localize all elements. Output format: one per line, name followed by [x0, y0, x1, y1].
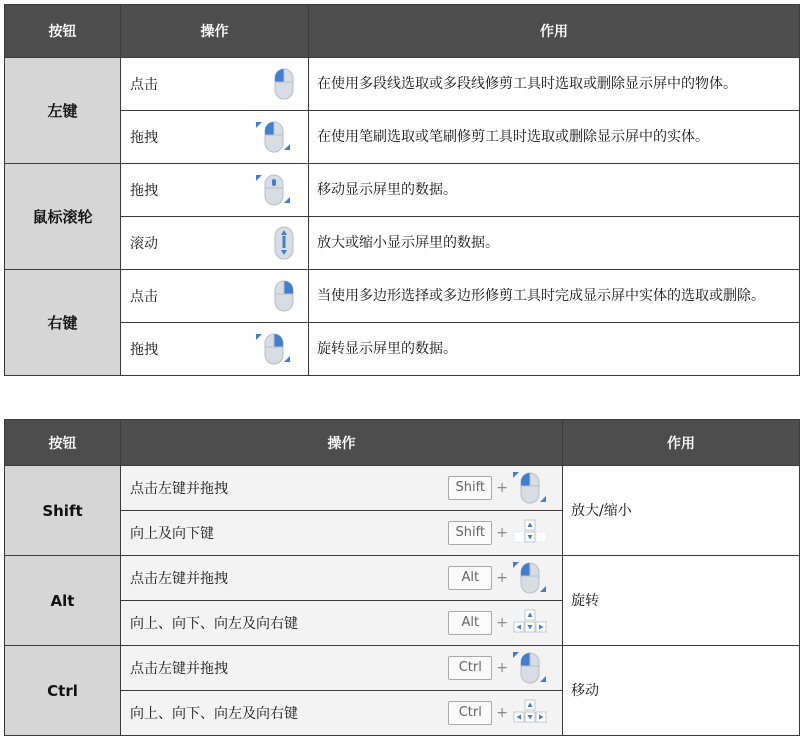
keyboard-mouse-combo-table — [4, 419, 800, 736]
mouse-right-drag-icon — [254, 332, 294, 366]
plus-sign: + — [496, 570, 508, 586]
header-operation: 操作 — [121, 420, 563, 466]
header-button: 按钮 — [5, 5, 121, 58]
operation-label: 拖拽 — [130, 130, 158, 146]
alt-key-icon: Alt — [448, 611, 492, 635]
button-wheel: 鼠标滚轮 — [5, 164, 121, 270]
table-row — [5, 556, 800, 601]
operation-cell — [121, 164, 309, 217]
ctrl-key-icon: Ctrl — [448, 656, 492, 680]
shortcut-combo — [448, 698, 548, 728]
mouse-left-drag-icon — [512, 561, 548, 595]
effect-cell: 旋转 — [563, 556, 800, 646]
operation-label: 拖拽 — [130, 342, 158, 358]
effect-cell: 当使用多边形选择或多边形修剪工具时完成显示屏中实体的选取或删除。 — [309, 270, 800, 323]
mouse-right-click-icon — [274, 280, 294, 312]
table-row — [5, 58, 800, 111]
operation-cell — [121, 556, 563, 601]
effect-cell: 移动显示屏里的数据。 — [309, 164, 800, 217]
mouse-left-drag-icon — [512, 651, 548, 685]
operation-label: 向上及向下键 — [130, 526, 214, 542]
mouse-left-drag-icon — [512, 471, 548, 505]
operation-cell — [121, 58, 309, 111]
operation-label: 点击 — [130, 77, 158, 93]
operation-cell — [121, 601, 563, 646]
header-effect: 作用 — [309, 5, 800, 58]
header-operation: 操作 — [121, 5, 309, 58]
effect-cell: 放大或缩小显示屏里的数据。 — [309, 217, 800, 270]
arrow-keys-all-icon — [512, 608, 548, 638]
mouse-left-click-icon — [274, 68, 294, 100]
table-row — [5, 217, 800, 270]
operation-label: 向上、向下、向左及向右键 — [130, 616, 298, 632]
arrow-keys-all-icon — [512, 698, 548, 728]
shortcut-combo — [448, 651, 548, 685]
operation-cell — [121, 646, 563, 691]
alt-key-icon: Alt — [448, 566, 492, 590]
operation-label: 点击左键并拖拽 — [130, 481, 228, 497]
effect-cell: 旋转显示屏里的数据。 — [309, 323, 800, 376]
operation-label: 滚动 — [130, 236, 158, 252]
operation-label: 点击 — [130, 289, 158, 305]
operation-cell — [121, 691, 563, 736]
button-right: 右键 — [5, 270, 121, 376]
mouse-wheel-drag-icon — [254, 173, 294, 207]
header-button: 按钮 — [5, 420, 121, 466]
table-row — [5, 111, 800, 164]
operation-cell — [121, 270, 309, 323]
table-header-row — [5, 420, 800, 466]
table-row — [5, 164, 800, 217]
button-alt: Alt — [5, 556, 121, 646]
button-left: 左键 — [5, 58, 121, 164]
operation-cell — [121, 111, 309, 164]
shortcut-combo — [448, 561, 548, 595]
table-row — [5, 466, 800, 511]
plus-sign: + — [496, 480, 508, 496]
effect-cell: 在使用多段线选取或多段线修剪工具时选取或删除显示屏中的物体。 — [309, 58, 800, 111]
plus-sign: + — [496, 705, 508, 721]
plus-sign: + — [496, 660, 508, 676]
button-shift: Shift — [5, 466, 121, 556]
operation-label: 点击左键并拖拽 — [130, 571, 228, 587]
plus-sign: + — [496, 525, 508, 541]
shift-key-icon: Shift — [448, 521, 492, 545]
table-row — [5, 646, 800, 691]
operation-label: 点击左键并拖拽 — [130, 661, 228, 677]
table-row — [5, 323, 800, 376]
mouse-wheel-scroll-icon — [274, 226, 294, 260]
operation-cell — [121, 323, 309, 376]
operation-cell — [121, 217, 309, 270]
operation-label: 向上、向下、向左及向右键 — [130, 706, 298, 722]
arrow-keys-updown-icon — [512, 518, 548, 548]
shortcut-combo — [448, 518, 548, 548]
table-header-row — [5, 5, 800, 58]
shortcut-combo — [448, 471, 548, 505]
plus-sign: + — [496, 615, 508, 631]
shortcut-combo — [448, 608, 548, 638]
effect-cell: 放大/缩小 — [563, 466, 800, 556]
operation-label: 拖拽 — [130, 183, 158, 199]
operation-cell — [121, 511, 563, 556]
effect-cell: 在使用笔刷选取或笔刷修剪工具时选取或删除显示屏中的实体。 — [309, 111, 800, 164]
mouse-left-drag-icon — [254, 120, 294, 154]
shift-key-icon: Shift — [448, 476, 492, 500]
ctrl-key-icon: Ctrl — [448, 701, 492, 725]
header-effect: 作用 — [563, 420, 800, 466]
table-row — [5, 270, 800, 323]
effect-cell: 移动 — [563, 646, 800, 736]
mouse-actions-table — [4, 4, 800, 376]
operation-cell — [121, 466, 563, 511]
button-ctrl: Ctrl — [5, 646, 121, 736]
